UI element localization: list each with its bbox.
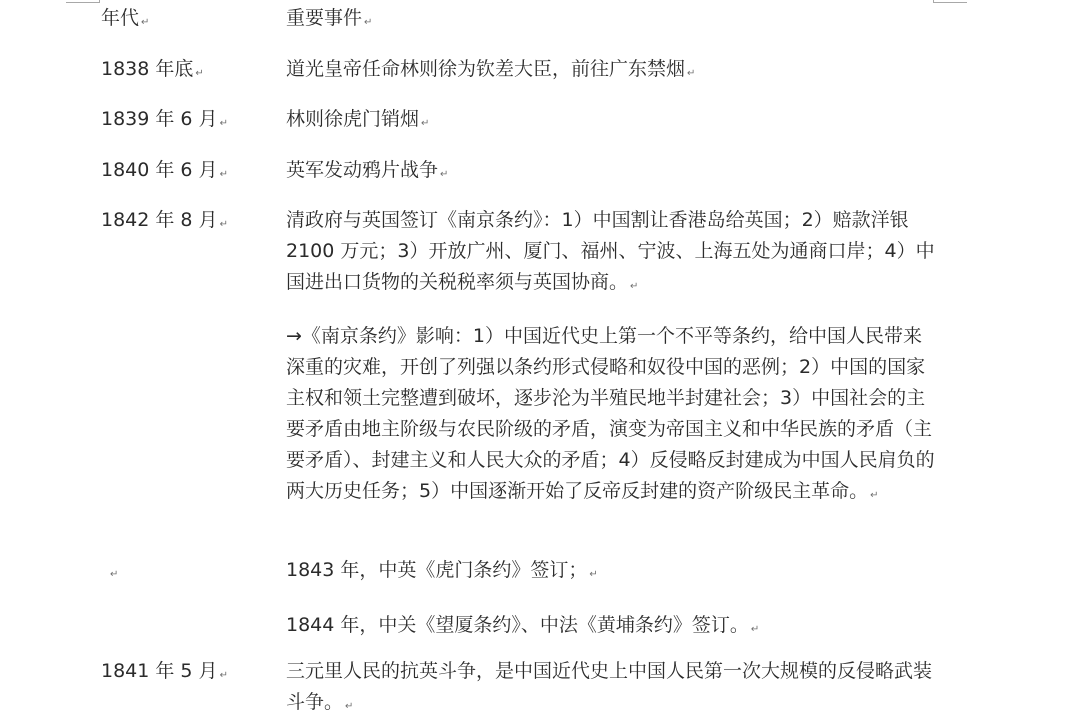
header-event-cell[interactable] <box>286 3 938 38</box>
date-cell[interactable] <box>101 155 271 190</box>
event-cell[interactable] <box>286 205 938 511</box>
paragraph-mark-icon: ↵ <box>589 569 598 580</box>
paragraph-mark-icon: ↵ <box>219 169 228 180</box>
date-cell[interactable] <box>101 104 271 139</box>
paragraph-mark-icon: ↵ <box>421 118 430 129</box>
paragraph-mark-icon: ↵ <box>630 281 639 292</box>
paragraph-mark-icon: ↵ <box>364 17 373 28</box>
date-cell[interactable] <box>101 656 271 691</box>
paragraph-mark-icon: ↵ <box>219 118 228 129</box>
event-cell[interactable] <box>286 104 938 139</box>
header-date-label: 年代 <box>101 7 140 29</box>
date-cell[interactable] <box>101 205 271 240</box>
event-text: 三元里人民的抗英斗争，是中国近代史上中国人民第一次大规模的反侵略武装斗争。 <box>286 660 933 713</box>
event-cell[interactable] <box>286 155 938 190</box>
date-text: 1839 年 6 月 <box>101 108 218 130</box>
paragraph-mark-icon: ↵ <box>141 17 150 28</box>
event-text: 林则徐虎门销烟 <box>286 108 420 130</box>
paragraph-mark-icon: ↵ <box>219 670 228 681</box>
event-cell[interactable] <box>286 555 938 645</box>
date-cell[interactable] <box>101 54 271 89</box>
date-text: 1840 年 6 月 <box>101 159 218 181</box>
paragraph-mark-icon: ↵ <box>195 68 204 79</box>
event-text: 英军发动鸦片战争 <box>286 159 439 181</box>
header-date-cell[interactable] <box>101 3 271 38</box>
paragraph-mark-icon: ↵ <box>345 701 354 712</box>
event-cell[interactable] <box>286 54 938 89</box>
paragraph-mark-icon: ↵ <box>219 219 228 230</box>
paragraph-mark-icon: ↵ <box>750 624 760 635</box>
date-text: 1841 年 5 月 <box>101 660 218 682</box>
event-cell[interactable] <box>286 656 938 719</box>
date-text: 1842 年 8 月 <box>101 209 218 231</box>
paragraph-mark-icon: ↵ <box>440 169 449 180</box>
event-text: 1844 年，中关《望厦条约》、中法《黄埔条约》签订。 <box>286 614 749 636</box>
header-event-label: 重要事件 <box>286 7 363 29</box>
paragraph-mark-icon: ↵ <box>870 490 879 501</box>
event-text: 道光皇帝任命林则徐为钦差大臣，前往广东禁烟 <box>286 58 686 80</box>
treaty-impact-text: →《南京条约》影响：1）中国近代史上第一个不平等条约，给中国人民带来深重的灾难，开创了列强以条约形式侵略和奴役中国的恶例；2）中国的国家主权和领土完整遭到破坏，逐步沦为半殖民地半封建社会；3）中国社会的主要矛盾由地主阶级与农民阶级的矛盾，演变为帝国主义和中华民族的矛盾（主要矛盾）、封建主义和人民大众的矛盾；4）反侵略反封建成为中国人民肩负的两大历史任务；5）中国逐渐开始了反帝反封建的资产阶级民主革命。 <box>286 325 935 502</box>
event-text: 清政府与英国签订《南京条约》：1）中国割让香港岛给英国；2）赔款洋银 2100 万元；3）开放广州、厦门、福州、宁波、上海五处为通商口岸；4）中国进出口货物的关税税率须与英国协商。 <box>286 209 935 293</box>
date-text: 1838 年底 <box>101 58 194 80</box>
paragraph-mark-icon: ↵ <box>687 68 696 79</box>
paragraph-mark-icon: ↵ <box>110 569 119 580</box>
event-text: 1843 年，中英《虎门条约》签订； <box>286 559 588 581</box>
